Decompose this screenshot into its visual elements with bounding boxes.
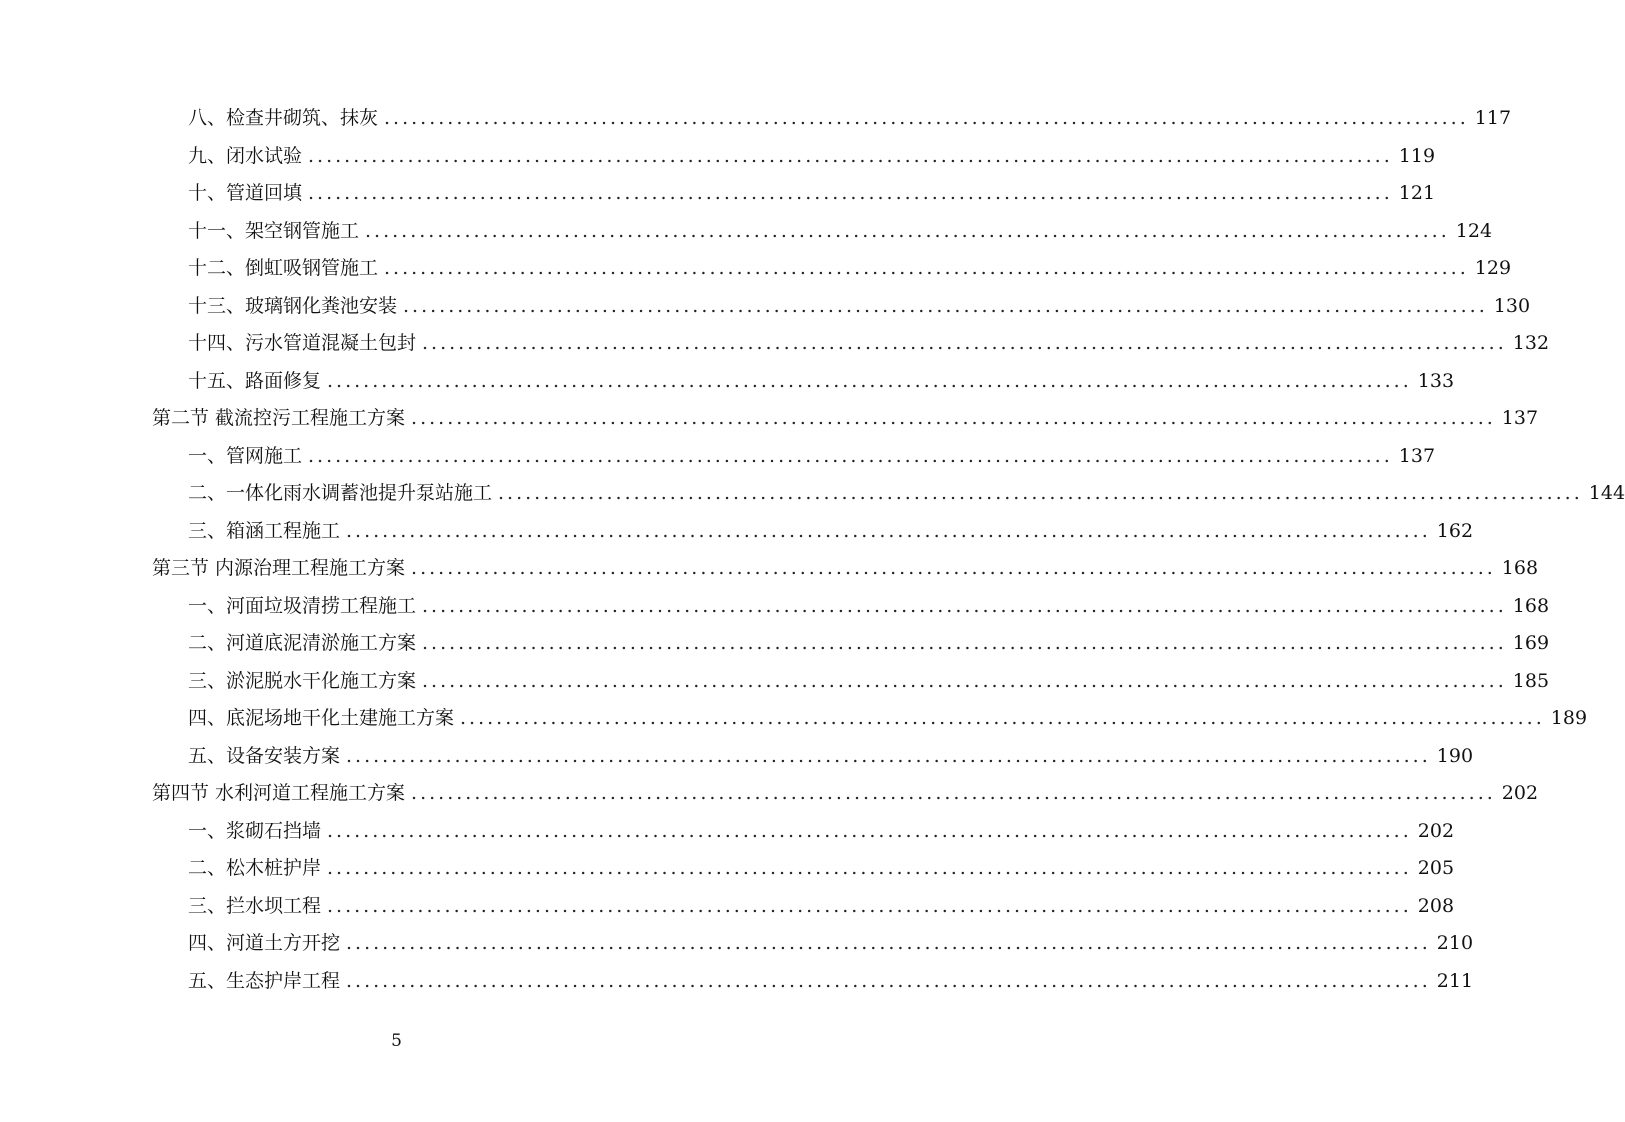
toc-entry-label: 三、拦水坝工程 <box>188 894 322 917</box>
toc-entry[interactable] <box>188 964 1474 998</box>
toc-entry-page: 211 <box>1436 969 1474 992</box>
toc-entry-page: 168 <box>1501 557 1539 579</box>
toc-entry-page: 210 <box>1436 932 1474 954</box>
toc-dot-leader: ........................................................................................................................ <box>327 369 1412 392</box>
toc-entry-label: 二、松木桩护岸 <box>188 857 322 879</box>
toc-entry[interactable] <box>188 664 1550 698</box>
toc-entry-label: 四、河道土方开挖 <box>188 932 341 954</box>
toc-entry[interactable] <box>188 176 1436 210</box>
toc-entry-page: 137 <box>1501 407 1539 429</box>
toc-dot-leader: ........................................................................................................................ <box>346 969 1431 992</box>
toc-entry[interactable] <box>188 101 1512 135</box>
toc-dot-leader: ........................................................................................................................ <box>411 407 1496 429</box>
toc-entry-page: 124 <box>1455 219 1493 242</box>
toc-entry-label: 一、管网施工 <box>188 444 303 467</box>
toc-entry-label: 八、检查井砌筑、抹灰 <box>188 107 379 129</box>
toc-entry[interactable] <box>152 551 1539 585</box>
toc-dot-leader: ........................................................................................................................ <box>346 932 1431 954</box>
toc-entry[interactable] <box>188 626 1550 660</box>
toc-entry-label: 九、闭水试验 <box>188 144 303 167</box>
toc-dot-leader: ........................................................................................................................ <box>460 707 1545 729</box>
toc-entry-page: 202 <box>1417 819 1455 842</box>
toc-entry-page: 190 <box>1436 744 1474 767</box>
toc-entry-page: 119 <box>1398 144 1436 167</box>
page-number: 5 <box>391 1031 402 1051</box>
toc-entry-label: 五、设备安装方案 <box>188 744 341 767</box>
toc-dot-leader: ........................................................................................................................ <box>422 669 1507 692</box>
toc-entry[interactable] <box>188 289 1531 323</box>
toc-dot-leader: ........................................................................................................................ <box>411 782 1496 804</box>
toc-dot-leader: ........................................................................................................................ <box>346 744 1431 767</box>
toc-entry[interactable] <box>188 889 1455 923</box>
toc-entry[interactable] <box>188 926 1474 960</box>
toc-entry[interactable] <box>188 214 1493 248</box>
toc-dot-leader: ........................................................................................................................ <box>422 594 1507 617</box>
toc-entry[interactable] <box>188 139 1436 173</box>
toc-entry-page: 168 <box>1512 594 1550 617</box>
toc-entry-label: 五、生态护岸工程 <box>188 969 341 992</box>
toc-dot-leader: ........................................................................................................................ <box>327 857 1412 879</box>
toc-entry[interactable] <box>188 589 1550 623</box>
toc-entry-page: 185 <box>1512 669 1550 692</box>
toc-entry-label: 十一、架空钢管施工 <box>188 219 360 242</box>
toc-dot-leader: ........................................................................................................................ <box>308 182 1393 204</box>
toc-dot-leader: ........................................................................................................................ <box>422 632 1507 654</box>
toc-entry-label: 一、河面垃圾清捞工程施工 <box>188 594 417 617</box>
toc-entry[interactable] <box>188 514 1474 548</box>
toc-entry[interactable] <box>188 439 1436 473</box>
toc-entry-page: 130 <box>1493 294 1531 317</box>
toc-dot-leader: ........................................................................................................................ <box>346 519 1431 542</box>
toc-dot-leader: ........................................................................................................................ <box>422 332 1507 354</box>
toc-entry-page: 144 <box>1588 482 1625 504</box>
toc-entry-label: 十四、污水管道混凝土包封 <box>188 332 417 354</box>
toc-entry-label: 二、一体化雨水调蓄池提升泵站施工 <box>188 482 493 504</box>
toc-entry-label: 一、浆砌石挡墙 <box>188 819 322 842</box>
toc-entry[interactable] <box>188 364 1455 398</box>
toc-entry-page: 117 <box>1474 107 1512 129</box>
toc-entry[interactable] <box>188 851 1455 885</box>
toc-entry-page: 162 <box>1436 519 1474 542</box>
toc-entry-label: 三、淤泥脱水干化施工方案 <box>188 669 417 692</box>
toc-entry-page: 137 <box>1398 444 1436 467</box>
toc-entry-label: 第三节 内源治理工程施工方案 <box>152 557 406 579</box>
toc-entry-page: 202 <box>1501 782 1539 804</box>
toc-dot-leader: ........................................................................................................................ <box>327 894 1412 917</box>
toc-entry-page: 133 <box>1417 369 1455 392</box>
toc-dot-leader: ........................................................................................................................ <box>498 482 1583 504</box>
toc-entry-page: 205 <box>1417 857 1455 879</box>
toc-dot-leader: ........................................................................................................................ <box>308 144 1393 167</box>
toc-entry[interactable] <box>188 701 1588 735</box>
toc-entry-label: 十、管道回填 <box>188 182 303 204</box>
toc-entry[interactable] <box>188 326 1550 360</box>
toc-dot-leader: ........................................................................................................................ <box>384 107 1469 129</box>
toc-dot-leader: ........................................................................................................................ <box>411 557 1496 579</box>
toc-entry-page: 189 <box>1550 707 1588 729</box>
toc-entry-label: 十三、玻璃钢化粪池安装 <box>188 294 398 317</box>
toc-entry[interactable] <box>188 814 1455 848</box>
toc-entry-page: 129 <box>1474 257 1512 279</box>
toc-entry-label: 第二节 截流控污工程施工方案 <box>152 407 406 429</box>
toc-dot-leader: ........................................................................................................................ <box>308 444 1393 467</box>
toc-entry-page: 208 <box>1417 894 1455 917</box>
toc-entry-label: 第四节 水利河道工程施工方案 <box>152 782 406 804</box>
toc-entry-page: 169 <box>1512 632 1550 654</box>
toc-entry[interactable] <box>152 776 1539 810</box>
toc-entry[interactable] <box>188 739 1474 773</box>
toc-dot-leader: ........................................................................................................................ <box>327 819 1412 842</box>
toc-entry-label: 十五、路面修复 <box>188 369 322 392</box>
toc-entry[interactable] <box>152 401 1539 435</box>
toc-entry-page: 121 <box>1398 182 1436 204</box>
toc-entry-page: 132 <box>1512 332 1550 354</box>
toc-dot-leader: ........................................................................................................................ <box>403 294 1488 317</box>
toc-entry-label: 三、箱涵工程施工 <box>188 519 341 542</box>
toc-dot-leader: ........................................................................................................................ <box>365 219 1450 242</box>
toc-entry-label: 四、底泥场地干化土建施工方案 <box>188 707 455 729</box>
toc-dot-leader: ........................................................................................................................ <box>384 257 1469 279</box>
toc-entry[interactable] <box>188 476 1625 510</box>
toc-entry-label: 二、河道底泥清淤施工方案 <box>188 632 417 654</box>
toc-entry-label: 十二、倒虹吸钢管施工 <box>188 257 379 279</box>
toc-entry[interactable] <box>188 251 1512 285</box>
